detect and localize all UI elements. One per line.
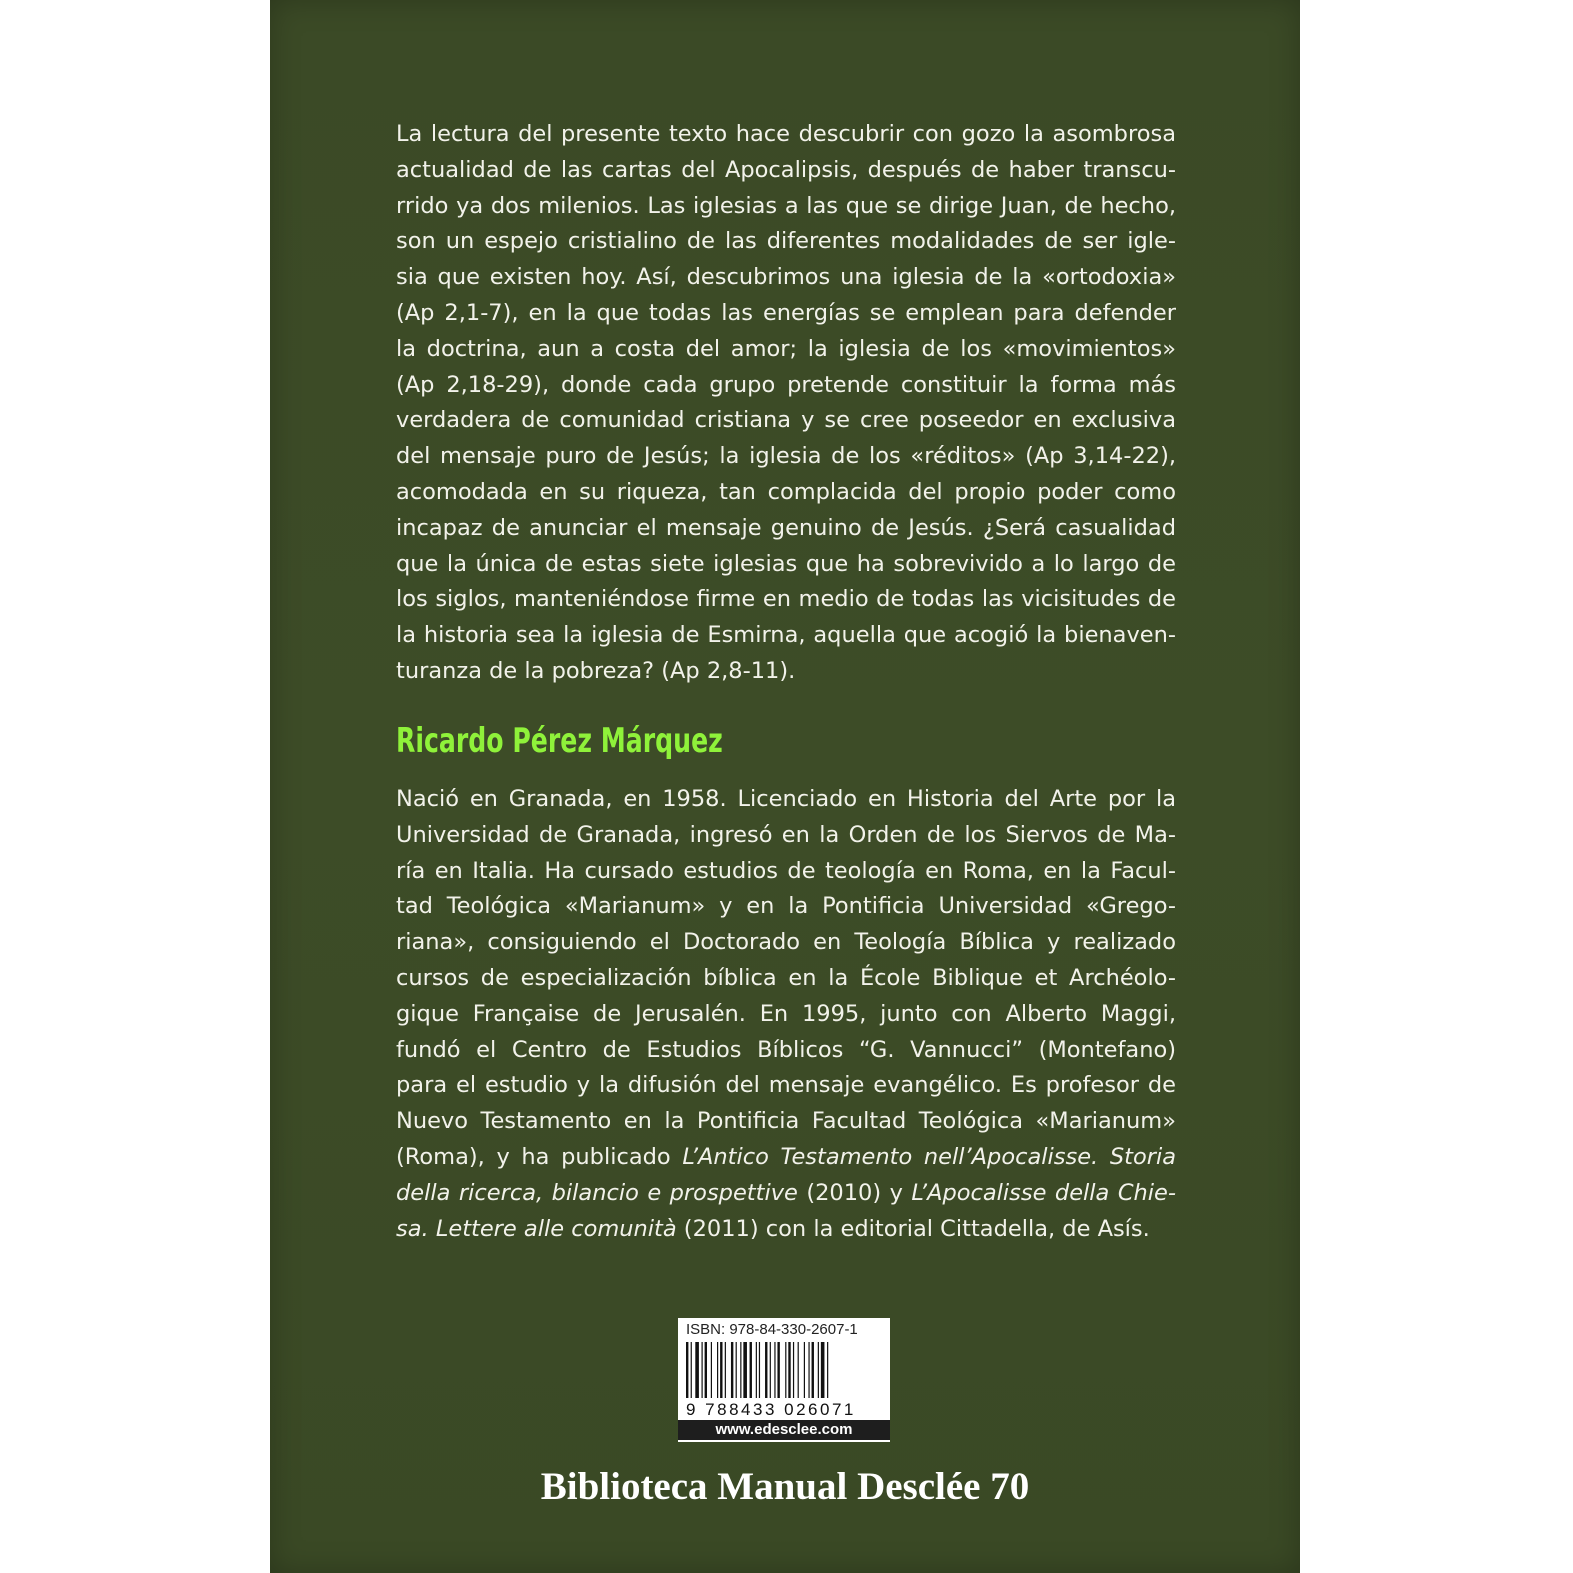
publisher-website: www.edesclee.com bbox=[678, 1420, 890, 1440]
bio-line bbox=[396, 1033, 1176, 1069]
barcode-bar bbox=[743, 1342, 747, 1398]
barcode-bar bbox=[736, 1342, 737, 1398]
barcode-bar bbox=[750, 1342, 752, 1398]
book-title-text: L’Apocalisse della Chie- bbox=[911, 1179, 1177, 1206]
barcode-bar bbox=[731, 1342, 733, 1398]
bio-line bbox=[396, 854, 1176, 890]
bio-line bbox=[396, 925, 1176, 961]
blurb-line: (Ap 2,18-29), donde cada grupo pretende constituir la forma más bbox=[396, 371, 1176, 398]
bio-text: gique Française de Jerusalén. En 1995, junto con Alberto Maggi, bbox=[396, 1000, 1176, 1027]
bio-text: cursos de especialización bíblica en la École Biblique et Archéolo- bbox=[396, 964, 1176, 991]
bio-text: riana», consiguiendo el Doctorado en Teología Bíblica y realizado bbox=[396, 929, 1176, 956]
bio-line bbox=[396, 1068, 1176, 1104]
bio-line bbox=[396, 782, 1176, 818]
bio-text: (2010) y bbox=[797, 1179, 912, 1206]
barcode-bar bbox=[705, 1342, 707, 1398]
blurb-line: del mensaje puro de Jesús; la iglesia de los «réditos» (Ap 3,14-22), bbox=[396, 443, 1176, 470]
blurb-line: que la única de estas siete iglesias que ha sobrevivido a lo largo de bbox=[396, 550, 1176, 577]
blurb-line: la doctrina, aun a costa del amor; la iglesia de los «movimientos» bbox=[396, 335, 1176, 362]
barcode-bar bbox=[720, 1342, 722, 1398]
bio-line bbox=[396, 1212, 1176, 1248]
blurb-line: turanza de la pobreza? (Ap 2,8-11). bbox=[396, 657, 796, 684]
blurb-line: rrido ya dos milenios. Las iglesias a las que se dirige Juan, de hecho, bbox=[396, 192, 1176, 219]
barcode-bar bbox=[765, 1342, 767, 1398]
barcode-bar bbox=[711, 1342, 712, 1398]
bio-text: (Roma), y ha publicado bbox=[396, 1143, 683, 1170]
bio-text: tad Teológica «Marianum» y en la Pontificia Universidad «Grego- bbox=[396, 893, 1176, 920]
blurb-line: son un espejo cristialino de las diferentes modalidades de ser igle- bbox=[396, 228, 1176, 255]
barcode-bar bbox=[798, 1342, 799, 1398]
bio-line bbox=[396, 961, 1176, 997]
blurb-line: La lectura del presente texto hace descubrir con gozo la asombrosa bbox=[396, 121, 1176, 147]
barcode-bar bbox=[717, 1342, 718, 1398]
barcode-bar bbox=[759, 1342, 760, 1398]
author-bio-paragraph bbox=[396, 782, 1176, 1247]
blurb-line: actualidad de las cartas del Apocalipsis, después de haber transcu- bbox=[396, 156, 1176, 183]
bio-line bbox=[396, 1176, 1176, 1212]
isbn-text: ISBN: 978-84-330-2607-1 bbox=[686, 1321, 858, 1338]
blurb-line: los siglos, manteniéndose firme en medio de todas las vicisitudes de bbox=[396, 586, 1176, 613]
blurb-paragraph bbox=[396, 117, 1176, 690]
author-name: Ricardo Pérez Márquez bbox=[396, 721, 723, 761]
blurb-line: incapaz de anunciar el mensaje genuino de Jesús. ¿Será casualidad bbox=[396, 514, 1176, 541]
barcode-bar bbox=[725, 1342, 726, 1398]
bio-text: (2011) con la editorial Cittadella, de Asís. bbox=[676, 1215, 1150, 1242]
barcode-digits: 9 788433 026071 bbox=[686, 1400, 856, 1419]
blurb-line: verdadera de comunidad cristiana y se cree poseedor en exclusiva bbox=[396, 407, 1176, 434]
barcode-bar bbox=[695, 1342, 699, 1398]
barcode-bar bbox=[785, 1342, 786, 1398]
barcode-bar bbox=[788, 1342, 790, 1398]
blurb-line: (Ap 2,1-7), en la que todas las energías se emplean para defender bbox=[396, 299, 1176, 326]
book-title-text: della ricerca, bilancio e prospettive bbox=[396, 1179, 798, 1206]
bio-text: fundó el Centro de Estudios Bíblicos “G. Vannucci” (Montefano) bbox=[396, 1036, 1176, 1063]
barcode-bar bbox=[702, 1342, 703, 1398]
barcode-bar bbox=[774, 1342, 775, 1398]
barcode-bar bbox=[793, 1342, 794, 1398]
barcode-label bbox=[678, 1318, 890, 1442]
bio-line bbox=[396, 1140, 1176, 1176]
barcode-bar bbox=[812, 1342, 814, 1398]
barcode-bar bbox=[691, 1342, 692, 1398]
bio-text: para el estudio y la difusión del mensaje evangélico. Es profesor de bbox=[396, 1072, 1176, 1099]
book-title-text: L’Antico Testamento nell’Apocalisse. Storia bbox=[682, 1143, 1177, 1170]
blurb-line: la historia sea la iglesia de Esmirna, aquella que acogió la bienaven- bbox=[396, 622, 1176, 649]
barcode-bar bbox=[827, 1342, 828, 1398]
bio-text: ría en Italia. Ha cursado estudios de teología en Roma, en la Facul- bbox=[396, 857, 1176, 884]
barcode-bar bbox=[756, 1342, 757, 1398]
series-title: Biblioteca Manual Desclée 70 bbox=[540, 1465, 1030, 1508]
barcode-bar bbox=[777, 1342, 779, 1398]
barcode-bar bbox=[821, 1342, 825, 1398]
bio-line bbox=[396, 997, 1176, 1033]
barcode-bar bbox=[818, 1342, 819, 1398]
barcode-bar bbox=[686, 1342, 688, 1398]
bio-text: Universidad de Granada, ingresó en la Orden de los Siervos de Ma- bbox=[396, 821, 1176, 848]
barcode-bar bbox=[770, 1342, 771, 1398]
bio-line bbox=[396, 818, 1176, 854]
barcode-bar bbox=[804, 1342, 805, 1398]
bio-text: Nuevo Testamento en la Pontificia Facultad Teológica «Marianum» bbox=[396, 1108, 1176, 1135]
bio-line bbox=[396, 1104, 1176, 1140]
blurb-line: acomodada en su riqueza, tan complacida del propio poder como bbox=[396, 478, 1176, 505]
bio-text: Nació en Granada, en 1958. Licenciado en Historia del Arte por la bbox=[396, 786, 1176, 812]
barcode-bar bbox=[740, 1342, 741, 1398]
blurb-line: sia que existen hoy. Así, descubrimos una iglesia de la «ortodoxia» bbox=[396, 264, 1176, 291]
bio-line bbox=[396, 889, 1176, 925]
barcode-icon bbox=[686, 1342, 876, 1398]
book-title-text: sa. Lettere alle comunità bbox=[396, 1215, 677, 1242]
barcode-bar bbox=[808, 1342, 809, 1398]
